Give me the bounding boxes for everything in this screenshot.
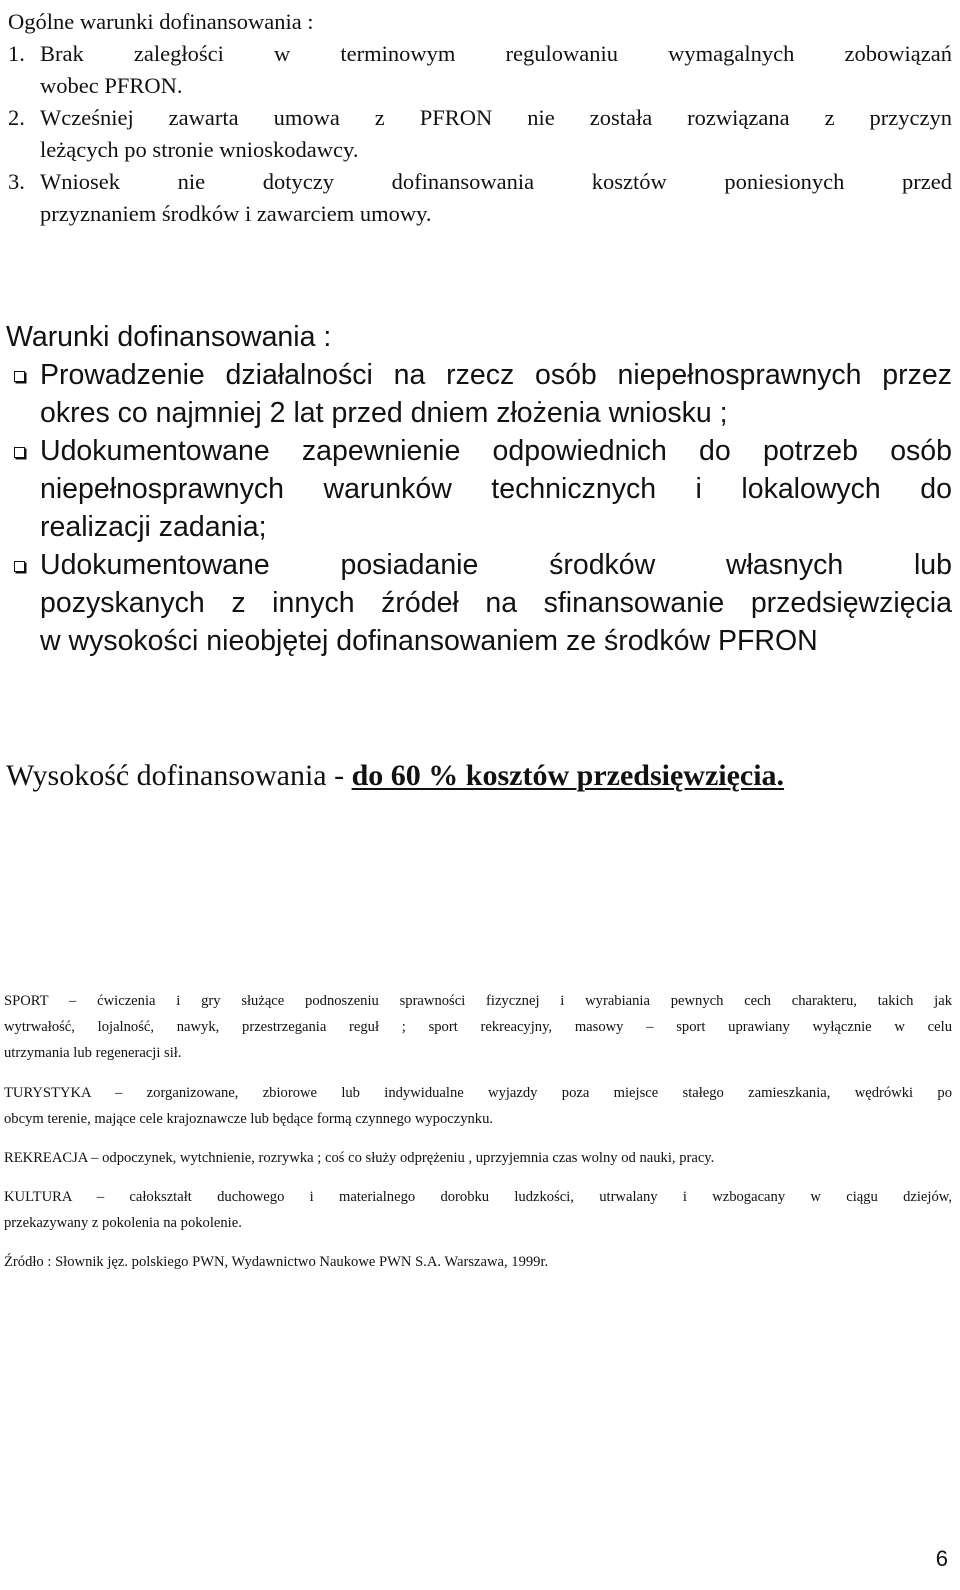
item-text-line: Wniosek nie dotyczy dofinansowania kosztów poniesionych przed (40, 169, 952, 194)
general-conditions-section (8, 6, 952, 230)
bullet-text-line: Prowadzenie działalności na rzecz osób niepełnosprawnych przez (40, 359, 952, 391)
page-number: 6 (935, 1546, 948, 1571)
bullet-text-line: pozyskanych z innych źródeł na sfinansowanie przedsięwzięcia (40, 587, 952, 619)
bullet-text-line: okres co najmniej 2 lat przed dniem złożenia wniosku ; (40, 397, 728, 429)
item-number: 3. (8, 169, 25, 194)
item-text-line: wobec PFRON. (40, 73, 183, 98)
checkbox-bullet-icon (14, 561, 25, 572)
general-conditions-title: Ogólne warunki dofinansowania : (8, 9, 314, 34)
definition-sport (4, 988, 952, 1066)
bullet-text-line: realizacji zadania; (40, 511, 267, 543)
definition-line: przekazywany z pokolenia na pokolenie. (4, 1215, 242, 1231)
bullet-item (6, 356, 952, 432)
item-text-line: przyznaniem środków i zawarciem umowy. (40, 201, 432, 226)
definitions-section (4, 988, 952, 1275)
funding-amount-line (6, 756, 952, 796)
item-number: 1. (8, 41, 25, 66)
definition-line: SPORT – ćwiczenia i gry służące podnoszeniu sprawności fizycznej i wyrabiania pewnych cech charakteru, takich jak (4, 993, 952, 1009)
bullet-item (6, 546, 952, 660)
source-line: Źródło : Słownik jęz. polskiego PWN, Wydawnictwo Naukowe PWN S.A. Warszawa, 1999r. (4, 1254, 549, 1270)
definition-kultura (4, 1184, 952, 1236)
item-text-line: Wcześniej zawarta umowa z PFRON nie została rozwiązana z przyczyn (40, 105, 952, 130)
source-citation (4, 1249, 952, 1275)
definition-rekreacja (4, 1145, 952, 1171)
funding-amount-label: Wysokość dofinansowania - (6, 759, 352, 792)
bullet-text-line: Udokumentowane zapewnienie odpowiednich do potrzeb osób (40, 435, 952, 467)
definition-line: KULTURA – całokształt duchowego i materialnego dorobku ludzkości, utrwalany i wzbogacany w ciągu dziejów, (4, 1189, 952, 1205)
definition-turystyka (4, 1080, 952, 1132)
bullet-text-line: w wysokości nieobjętej dofinansowaniem ze środków PFRON (40, 625, 818, 657)
bullet-text-line: Udokumentowane posiadanie środków własnych lub (40, 549, 952, 581)
definition-line: obcym terenie, mające cele krajoznawcze lub będące formą czynnego wypoczynku. (4, 1111, 494, 1127)
definition-line: wytrwałość, lojalność, nawyk, przestrzegania reguł ; sport rekreacyjny, masowy – sport uprawiany wyłącznie w celu (4, 1019, 952, 1035)
list-item (8, 102, 952, 166)
item-number: 2. (8, 105, 25, 130)
item-text-line: Brak zaległości w terminowym regulowaniu wymagalnych zobowiązań (40, 41, 952, 66)
funding-conditions-section (6, 318, 952, 660)
funding-conditions-title: Warunki dofinansowania : (6, 321, 332, 353)
definition-line: TURYSTYKA – zorganizowane, zbiorowe lub indywidualne wyjazdy poza miejsce stałego zamieszkania, wędrówki po (4, 1085, 952, 1101)
item-text-line: leżących po stronie wnioskodawcy. (40, 137, 359, 162)
checkbox-bullet-icon (14, 447, 25, 458)
bullet-text-line: niepełnosprawnych warunków technicznych i lokalowych do (40, 473, 952, 505)
list-item (8, 38, 952, 102)
funding-amount-value: do 60 % kosztów przedsięwzięcia. (351, 759, 785, 792)
list-item (8, 166, 952, 230)
bullet-item (6, 432, 952, 546)
definition-line: REKREACJA – odpoczynek, wytchnienie, rozrywka ; coś co służy odprężeniu , uprzyjemnia czas wolny od nauki, pracy. (4, 1150, 715, 1166)
definition-line: utrzymania lub regeneracji sił. (4, 1045, 182, 1061)
checkbox-bullet-icon (14, 371, 25, 382)
